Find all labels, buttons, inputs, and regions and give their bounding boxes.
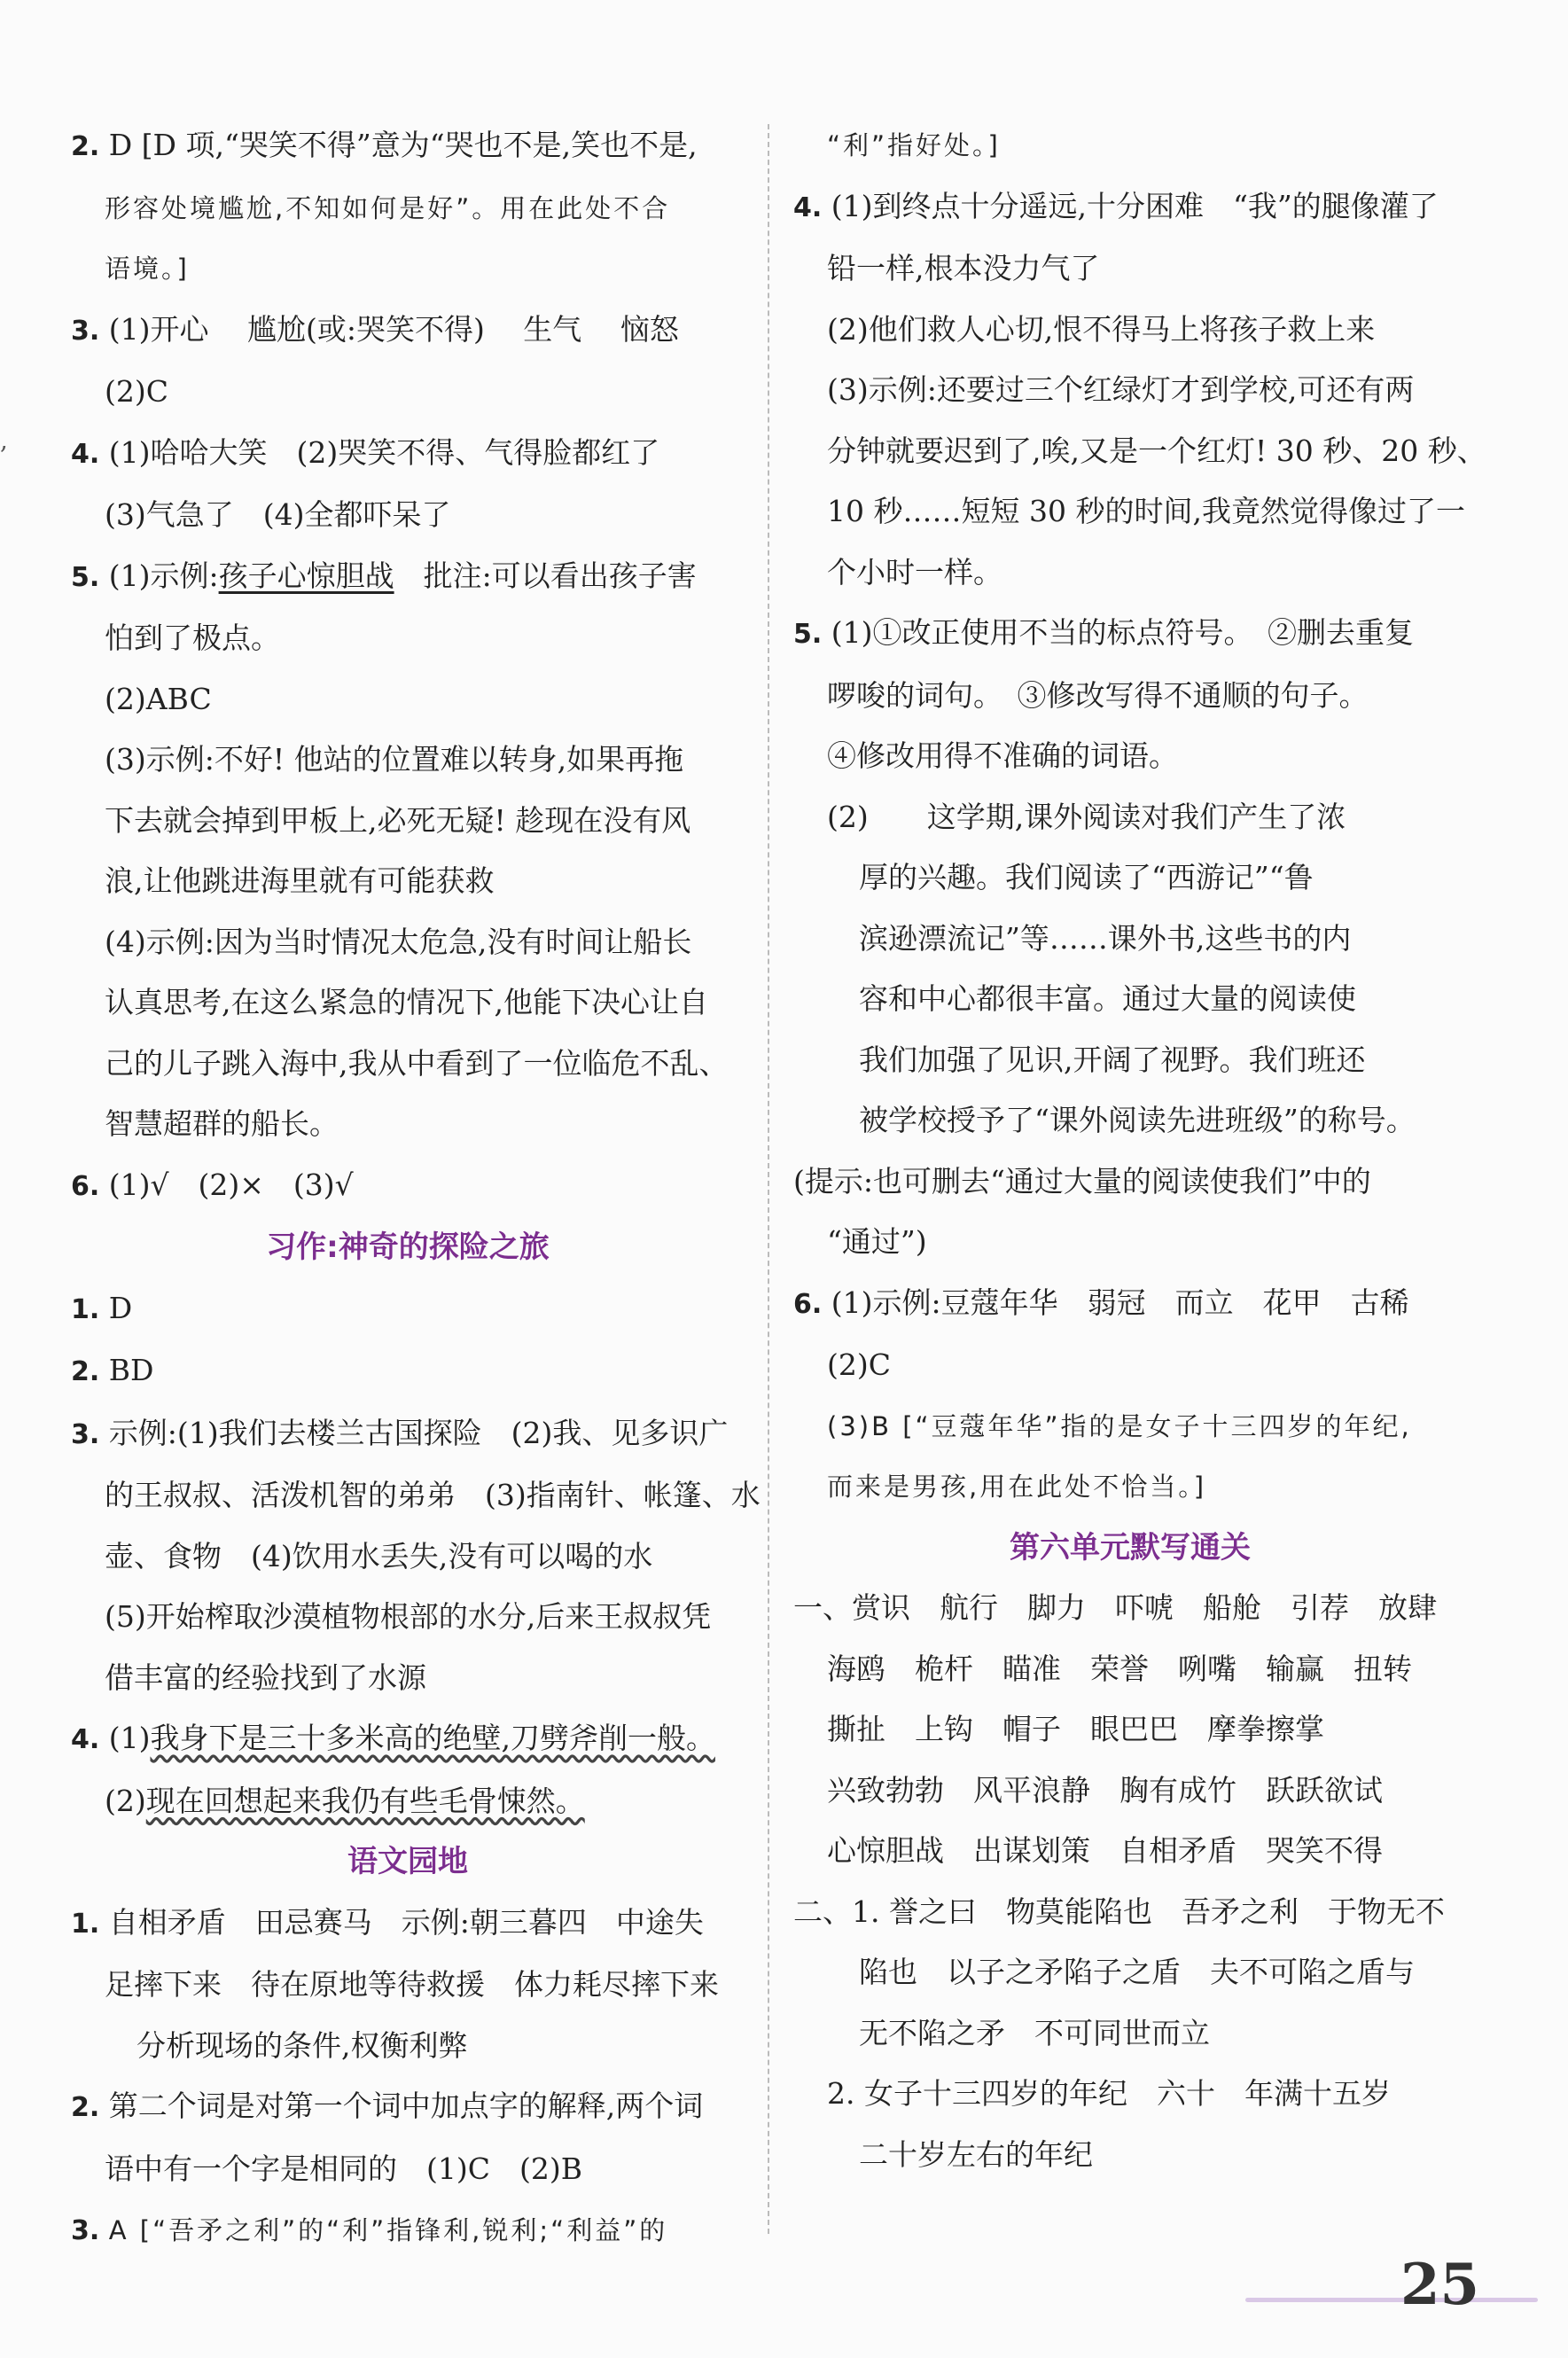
- answer-line: 认真思考,在这么紧急的情况下,他能下决心让自: [105, 985, 708, 1019]
- answer-text: BD: [108, 1353, 154, 1387]
- answer-line: (2)C: [827, 1347, 891, 1382]
- question-number: 4.: [71, 1724, 109, 1755]
- answer-line: 陷也 以子之矛陷子之盾 夫不可陷之盾与: [859, 1955, 1415, 1989]
- answer-line: (2)现在回想起来我仍有些毛骨悚然。: [105, 1783, 585, 1818]
- question-number: 4.: [793, 191, 831, 223]
- left-column: [71, 115, 761, 2262]
- answer-text: 示例:(1)我们去楼兰古国探险 (2)我、见多识广: [108, 1415, 729, 1450]
- answer-line: [793, 1273, 1467, 1336]
- answer-text: D [D 项,“哭笑不得”意为“哭也不是,笑也不是,: [108, 128, 698, 162]
- answer-line: [71, 1893, 745, 1956]
- answer-line: 4. (1)我身下是三十多米高的绝壁,刀劈斧削一般。: [71, 1721, 715, 1755]
- answer-line: “通过”): [827, 1224, 927, 1259]
- answer-text: (1)哈哈大笑 (2)哭笑不得、气得脸都红了: [108, 434, 660, 470]
- answer-text: (1)开心 尴尬(或:哭笑不得) 生气 恼怒: [108, 311, 679, 347]
- answer-line: (3)示例:不好! 他站的位置难以转身,如果再拖: [105, 742, 684, 777]
- answer-line: 厚的兴趣。我们阅读了“西游记”“鲁: [859, 860, 1314, 894]
- answer-line: [71, 1403, 745, 1466]
- column-divider: [768, 124, 769, 2234]
- answer-text: (1)①改正使用不当的标点符号。 ②删去重复: [831, 615, 1414, 650]
- answer-line: 的王叔叔、活泼机智的弟弟 (3)指南针、帐篷、水: [105, 1478, 761, 1512]
- answer-line: (3)示例:还要过三个红绿灯才到学校,可还有两: [827, 372, 1415, 407]
- question-number: 6.: [71, 1170, 109, 1202]
- answer-line: (2) 这学期,课外阅读对我们产生了浓: [827, 799, 1346, 834]
- answer-line: [71, 1340, 745, 1403]
- answer-line: (4)示例:因为当时情况太危急,没有时间让船长: [105, 924, 692, 959]
- answer-line: 语境。]: [105, 254, 190, 284]
- answer-line: 兴致勃勃 风平浪静 胸有成竹 跃跃欲试: [827, 1772, 1383, 1808]
- answer-line: 2. 女子十三四岁的年纪 六十 年满十五岁: [827, 2076, 1391, 2111]
- answer-line: (提示:也可删去“通过大量的阅读使我们”中的: [793, 1163, 1371, 1199]
- question-number: 5.: [793, 619, 831, 650]
- answer-line: “利”指好处。]: [827, 130, 1001, 160]
- answer-line: (2)C: [105, 374, 168, 409]
- answer-line: 5. (1)示例:孩子心惊胆战 批注:可以看出孩子害: [71, 558, 697, 593]
- answer-line: (3)B [“豆蔻年华”指的是女子十三四岁的年纪,: [827, 1410, 1412, 1441]
- answer-line: 啰唆的词句。 ③修改写得不通顺的句子。: [827, 677, 1369, 713]
- answer-line: [71, 115, 745, 178]
- answer-line: 撕扯 上钩 帽子 眼巴巴 摩拳擦掌: [827, 1712, 1324, 1746]
- answer-line: 二、1. 誉之曰 物莫能陷也 吾矛之利 于物无不: [793, 1893, 1445, 1929]
- answer-line: ④修改用得不准确的词语。: [827, 738, 1178, 773]
- answer-line: 语中有一个字是相同的 (1)C (2)B: [105, 2151, 582, 2186]
- answer-line: 而来是男孩,用在此处不恰当。]: [827, 1472, 1207, 1502]
- answer-line: 形容处境尴尬,不知如何是好”。用在此处不合: [105, 192, 671, 223]
- question-number: 1.: [71, 1908, 109, 1940]
- answer-line: 借丰富的经验找到了水源: [105, 1659, 426, 1695]
- answer-line: (2)他们救人心切,恨不得马上将孩子救上来: [827, 311, 1376, 347]
- answer-text: (1)到终点十分遥远,十分困难 “我”的腿像灌了: [831, 188, 1439, 223]
- answer-text: (1)√ (2)× (3)√: [108, 1167, 354, 1202]
- answer-line: 我们加强了见识,开阔了视野。我们班还: [859, 1042, 1366, 1077]
- answer-line: 容和中心都很丰富。通过大量的阅读使: [859, 981, 1356, 1016]
- answer-line: 无不陷之矛 不可同世而立: [859, 2015, 1210, 2050]
- underlined-text: 我身下是三十多米高的绝壁,刀劈斧削一般。: [150, 1721, 715, 1755]
- page-number-decoration: [1245, 2298, 1538, 2302]
- answer-line: [793, 176, 1467, 239]
- underlined-text: 现在回想起来我仍有些毛骨悚然。: [145, 1783, 585, 1818]
- answer-line: 海鸥 桅杆 瞄准 荣誉 咧嘴 输赢 扭转: [827, 1651, 1412, 1686]
- answer-line: 智慧超群的船长。: [105, 1106, 339, 1141]
- question-number: 6.: [793, 1288, 831, 1320]
- answer-line: 壶、食物 (4)饮用水丢失,没有可以喝的水: [105, 1538, 653, 1573]
- underlined-text: 孩子心惊胆战: [218, 558, 394, 593]
- answer-line: 一、赏识 航行 脚力 吓唬 船舱 引荐 放肆: [793, 1590, 1437, 1625]
- answer-line: (3)气急了 (4)全都吓呆了: [105, 497, 451, 532]
- answer-line: 被学校授予了“课外阅读先进班级”的称号。: [859, 1103, 1416, 1137]
- answer-text: 第二个词是对第一个词中加点字的解释,两个词: [108, 2089, 704, 2123]
- answer-line: 怕到了极点。: [105, 621, 280, 655]
- answer-line: [71, 1278, 745, 1341]
- section-heading: 第六单元默写通关: [1010, 1529, 1251, 1565]
- answer-line: 足摔下来 待在原地等待救援 体力耗尽摔下来: [105, 1967, 719, 2002]
- answer-line: 下去就会掉到甲板上,必死无疑! 趁现在没有风: [105, 802, 691, 838]
- question-number: 2.: [71, 2092, 109, 2123]
- question-number: 3.: [71, 2215, 109, 2246]
- section-heading: 语文园地: [347, 1844, 468, 1879]
- answer-text: 自相矛盾 田忌赛马 示例:朝三暮四 中途失: [108, 1904, 704, 1940]
- section-heading: 习作:神奇的探险之旅: [266, 1230, 550, 1265]
- right-column: [793, 115, 1486, 2185]
- answer-text: A [“吾矛之利”的“利”指锋利,锐利;“利益”的: [108, 2215, 668, 2245]
- answer-line: 分钟就要迟到了,唉,又是一个红灯! 30 秒、20 秒、: [827, 433, 1486, 468]
- question-number: 2.: [71, 1356, 109, 1387]
- answer-line: [71, 2076, 745, 2139]
- answer-text: (1)示例:豆蔻年华 弱冠 而立 花甲 古稀: [831, 1284, 1409, 1320]
- question-number: 3.: [71, 315, 109, 347]
- answer-line: 铅一样,根本没力气了: [827, 251, 1100, 285]
- answer-line: [71, 2199, 745, 2262]
- question-number: 1.: [71, 1293, 109, 1325]
- answer-line: 10 秒……短短 30 秒的时间,我竟然觉得像过了一: [827, 494, 1465, 528]
- answer-text: D: [108, 1290, 133, 1325]
- question-number: 3.: [71, 1418, 109, 1450]
- answer-line: [71, 423, 745, 486]
- answer-line: 浪,让他跳进海里就有可能获救: [105, 863, 495, 898]
- page-number: 25: [1400, 2252, 1480, 2318]
- answer-line: 个小时一样。: [827, 554, 1002, 590]
- answer-line: 己的儿子跳入海中,我从中看到了一位临危不乱、: [105, 1045, 729, 1081]
- answer-line: [71, 300, 745, 363]
- question-number: 2.: [71, 131, 109, 162]
- answer-line: [793, 603, 1467, 666]
- answer-line: 心惊胆战 出谋划策 自相矛盾 哭笑不得: [827, 1833, 1383, 1868]
- answer-line: (2)ABC: [105, 681, 212, 716]
- answer-line: 分析现场的条件,权衡利弊: [137, 2027, 468, 2063]
- answer-line: 滨逊漂流记”等……课外书,这些书的内: [859, 920, 1352, 956]
- answer-line: [71, 1155, 745, 1218]
- question-number: 4.: [71, 438, 109, 470]
- answer-line: (5)开始榨取沙漠植物根部的水分,后来王叔叔凭: [105, 1599, 712, 1634]
- answer-line: 二十岁左右的年纪: [859, 2136, 1093, 2172]
- question-number: 5.: [71, 561, 109, 593]
- edge-text: ,: [0, 426, 8, 455]
